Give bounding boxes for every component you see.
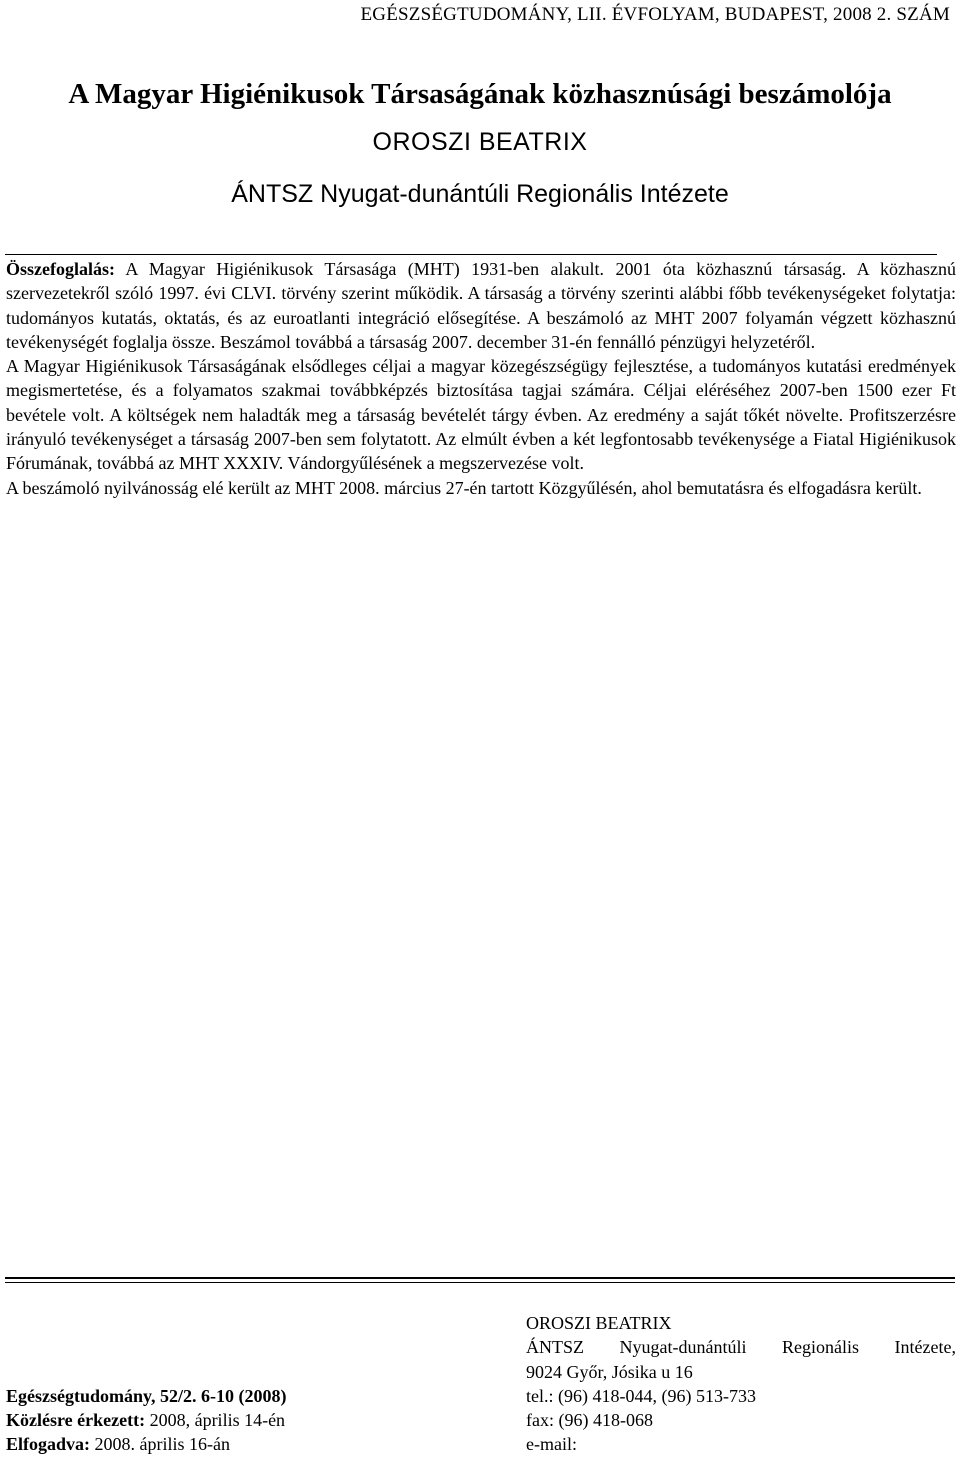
received-line <box>6 1408 406 1432</box>
abstract-divider <box>5 254 937 255</box>
article-author: OROSZI BEATRIX <box>372 128 588 156</box>
footer-divider-thick <box>5 1277 955 1279</box>
footer-divider-thin <box>5 1282 955 1283</box>
contact-tel: tel.: (96) 418-044, (96) 513-733 <box>526 1385 756 1406</box>
abstract-label: Összefoglalás: <box>6 259 115 279</box>
accepted-value: 2008. április 16-án <box>90 1434 230 1455</box>
abstract-paragraph-1 <box>6 257 956 354</box>
received-value: 2008, április 14-én <box>145 1410 286 1431</box>
contact-address: 9024 Győr, Jósika u 16 <box>526 1361 693 1382</box>
contact-fax: fax: (96) 418-068 <box>526 1410 653 1431</box>
author-contact <box>526 1311 956 1457</box>
accepted-line <box>6 1432 406 1456</box>
accepted-label: Elfogadva: <box>6 1434 91 1455</box>
contact-email: e-mail: <box>526 1434 577 1455</box>
abstract-text-1: A Magyar Higiénikusok Társasága (MHT) 1931-ben alakult. 2001 óta közhasznú társaság. A közhasznú szervezetekről szóló 1997. évi CLVI. törvény szerint működik. A társaság a törvény szerinti alábbi főbb tevékenységeket folytatja: tudományos kutatás, oktatás, és az euroatlanti integráció elősegítése. A beszámoló az MHT 2007 folyamán végzett közhasznú tevékenységét foglalja össze. Beszámol továbbá a társaság 2007. december 31-én fennálló pénzügyi helyzetéről. <box>6 259 956 352</box>
contact-institution: ÁNTSZ Nyugat-dunántúli Regionális Intézete, <box>526 1337 956 1358</box>
received-label: Közlésre érkezett: <box>6 1410 146 1431</box>
abstract-block <box>6 257 956 500</box>
abstract-paragraph-2: A Magyar Higiénikusok Társaságának elsődleges céljai a magyar közegészségügy fejlesztése, a tudományos kutatási eredmények megismertetése, és a folyamatos szakmai továbbképzés biztosítása tagjai számára. Céljai eléréséhez 2007-ben 1500 ezer Ft bevétele volt. A költségek nem haladták meg a társaság bevételét tárgy évben. Az eredmény a saját tőkét növelte. Profitszerzésre irányuló tevékenységet a társaság 2007-ben sem folytatott. Az elmúlt évben a két legfontosabb tevékenysége a Fiatal Higiénikusok Fórumának, továbbá az MHT XXXIV. Vándorgyűlésének a megszervezése volt. <box>6 356 956 474</box>
journal-header: EGÉSZSÉGTUDOMÁNY, LII. ÉVFOLYAM, BUDAPEST, 2008 2. SZÁM <box>360 4 950 25</box>
article-title: A Magyar Higiénikusok Társaságának közhasznúsági beszámolója <box>68 78 892 110</box>
author-institution: ÁNTSZ Nyugat-dunántúli Regionális Intézete <box>231 180 729 208</box>
publication-info <box>6 1384 406 1457</box>
journal-reference: Egészségtudomány, 52/2. 6-10 (2008) <box>6 1386 287 1406</box>
contact-name: OROSZI BEATRIX <box>526 1313 672 1333</box>
abstract-paragraph-3: A beszámoló nyilvánosság elé került az MHT 2008. március 27-én tartott Közgyűlésén, ahol bemutatásra és elfogadásra került. <box>6 477 922 498</box>
